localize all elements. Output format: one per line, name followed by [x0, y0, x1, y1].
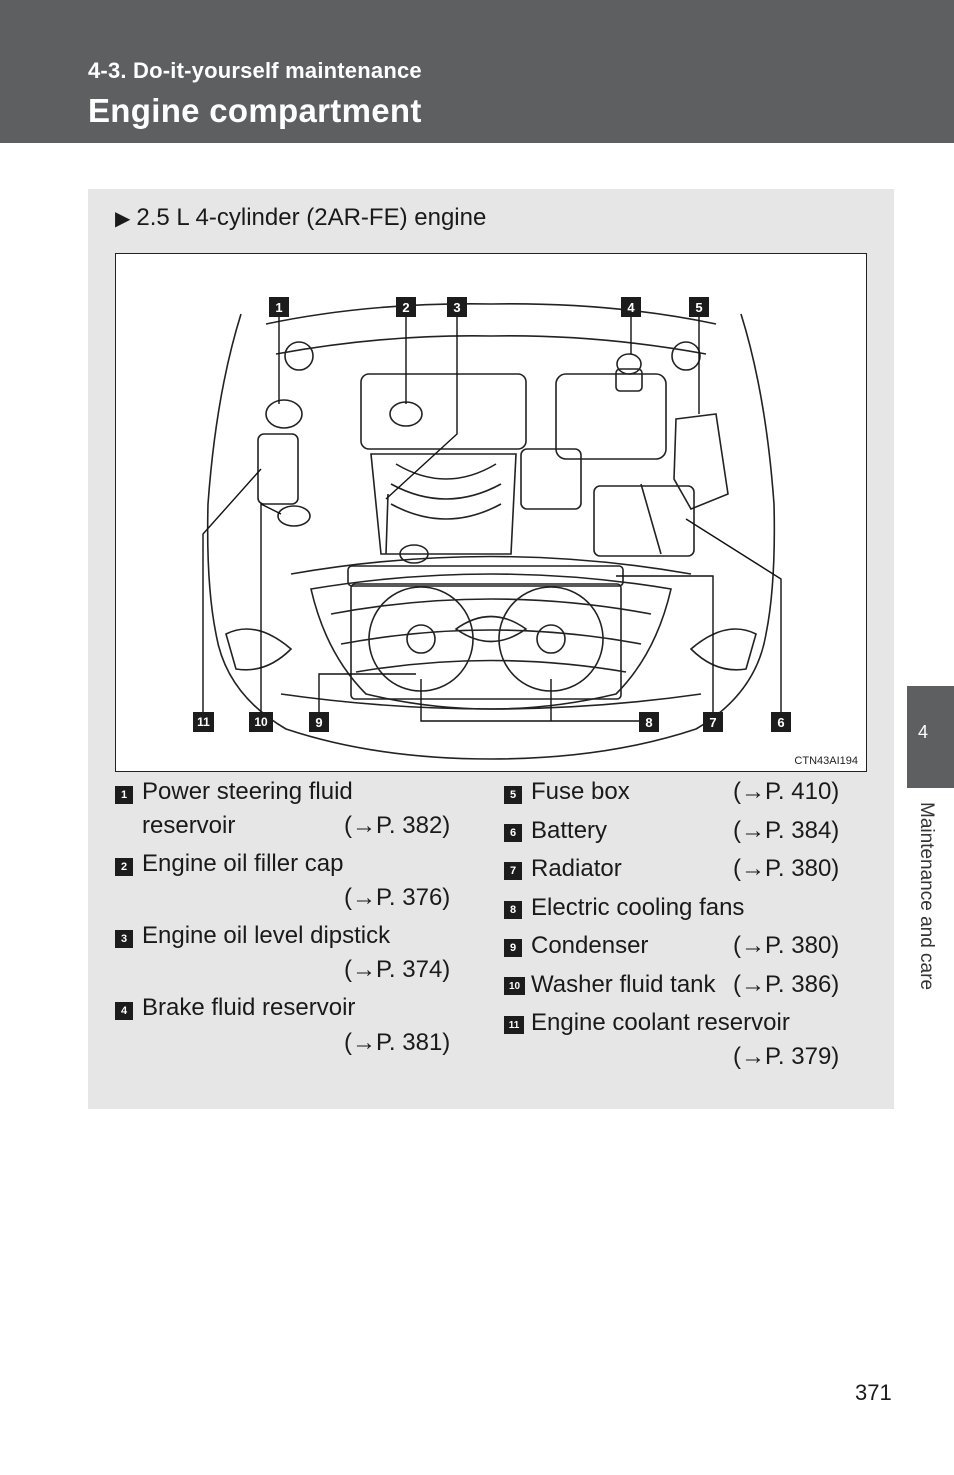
legend-label-11: Engine coolant reservoir [531, 1009, 790, 1036]
legend-num-11: 11 [504, 1016, 524, 1034]
page-title: Engine compartment [88, 92, 422, 129]
legend-ref-5: (→P. 410) [733, 778, 840, 805]
callout-10: 10 [249, 712, 273, 732]
legend-num-2: 2 [115, 858, 133, 876]
chapter-label: Maintenance and care [916, 802, 937, 991]
triangle-bullet-icon: ▶ [115, 208, 131, 230]
legend-num-10: 10 [504, 977, 525, 995]
legend-ref-3: (→P. 374) [344, 956, 451, 983]
engine-subheading-text: 2.5 L 4-cylinder (2AR-FE) engine [136, 204, 487, 231]
callout-4: 4 [621, 297, 641, 317]
header-bar [0, 0, 954, 143]
legend-label-1b: reservoir [142, 812, 236, 839]
callout-2: 2 [396, 297, 416, 317]
legend-ref-7: (→P. 380) [733, 855, 840, 882]
section-label: 4-3. Do-it-yourself maintenance [88, 58, 422, 83]
legend-num-5: 5 [504, 786, 522, 804]
legend-num-3: 3 [115, 930, 133, 948]
legend-label-1a: Power steering fluid [142, 778, 353, 805]
legend-ref-11: (→P. 379) [733, 1043, 840, 1070]
page-number: 371 [855, 1380, 892, 1405]
legend-label-3: Engine oil level dipstick [142, 922, 391, 949]
chapter-tab [907, 686, 954, 788]
callout-3: 3 [447, 297, 467, 317]
legend-label-2: Engine oil filler cap [142, 850, 344, 877]
legend-num-9: 9 [504, 939, 522, 957]
legend-label-9: Condenser [531, 932, 649, 959]
legend-ref-1: (→P. 382) [344, 812, 451, 839]
legend-num-7: 7 [504, 862, 522, 880]
engine-diagram [115, 253, 867, 772]
engine-subheading [115, 204, 486, 232]
callout-9: 9 [309, 712, 329, 732]
legend-label-10: Washer fluid tank [531, 971, 716, 998]
callout-11: 11 [193, 712, 214, 732]
figure-code: CTN43AI194 [794, 755, 858, 767]
callout-6: 6 [771, 712, 791, 732]
legend-num-1: 1 [115, 786, 133, 804]
legend-label-5: Fuse box [531, 778, 630, 805]
legend-num-4: 4 [115, 1002, 133, 1020]
legend-num-6: 6 [504, 824, 522, 842]
callout-1: 1 [269, 297, 289, 317]
legend-label-7: Radiator [531, 855, 622, 882]
chapter-number: 4 [917, 722, 928, 742]
legend-ref-10: (→P. 386) [733, 971, 840, 998]
legend-label-8: Electric cooling fans [531, 894, 745, 921]
legend-label-6: Battery [531, 817, 608, 844]
callout-8: 8 [639, 712, 659, 732]
legend-ref-4: (→P. 381) [344, 1029, 451, 1056]
legend-ref-9: (→P. 380) [733, 932, 840, 959]
legend-label-4: Brake fluid reservoir [142, 994, 356, 1021]
callout-7: 7 [703, 712, 723, 732]
legend-ref-2: (→P. 376) [344, 884, 451, 911]
callout-5: 5 [689, 297, 709, 317]
engine-illustration [116, 254, 866, 771]
legend-ref-6: (→P. 384) [733, 817, 840, 844]
legend-num-8: 8 [504, 901, 522, 919]
